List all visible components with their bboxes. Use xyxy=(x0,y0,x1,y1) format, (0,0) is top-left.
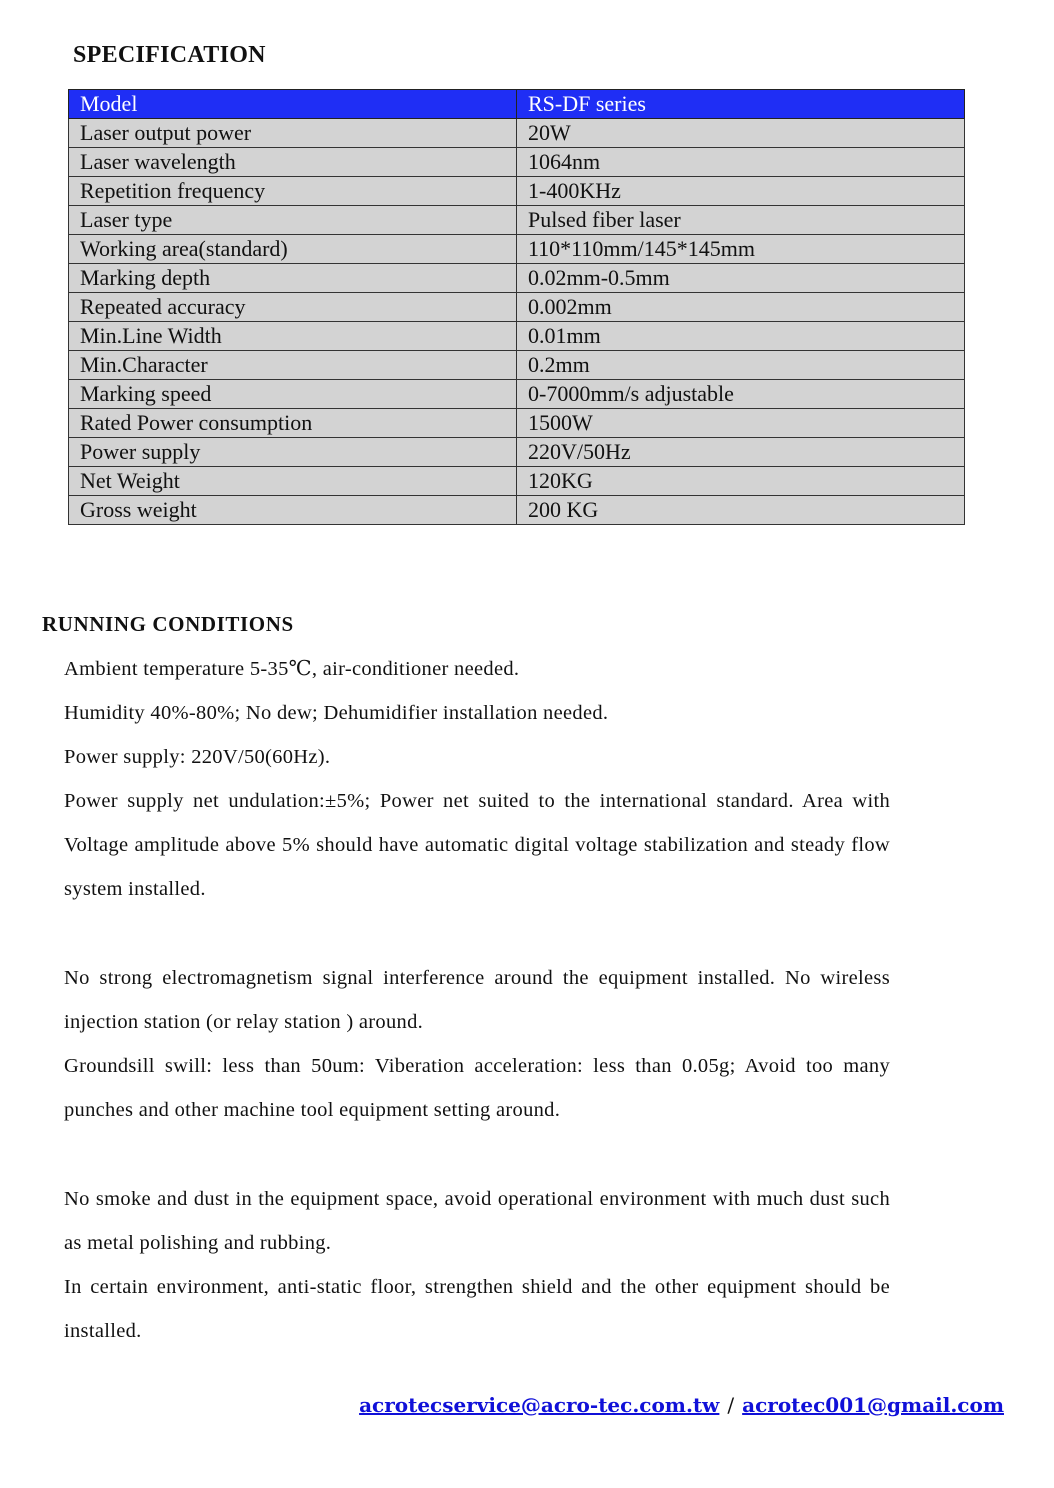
spec-label: Laser output power xyxy=(69,119,517,148)
contact-line xyxy=(359,1393,1004,1417)
running-paragraph: In certain environment, anti-static floor, strengthen shield and the other equipment should be installed. xyxy=(64,1276,890,1343)
spec-value: 0.002mm xyxy=(517,293,965,322)
spec-value: 110*110mm/145*145mm xyxy=(517,235,965,264)
spec-header-value: RS-DF series xyxy=(517,90,965,119)
spec-value: 220V/50Hz xyxy=(517,438,965,467)
spec-title: SPECIFICATION xyxy=(73,42,266,68)
contact-separator: / xyxy=(727,1393,735,1417)
spec-table xyxy=(68,89,965,525)
spec-value: 0.2mm xyxy=(517,351,965,380)
spec-value: 200 KG xyxy=(517,496,965,525)
spec-label: Net Weight xyxy=(69,467,517,496)
spec-value: 0-7000mm/s adjustable xyxy=(517,380,965,409)
spec-label: Rated Power consumption xyxy=(69,409,517,438)
spec-label: Marking speed xyxy=(69,380,517,409)
spec-label: Power supply xyxy=(69,438,517,467)
spec-label: Laser wavelength xyxy=(69,148,517,177)
running-conditions-title: RUNNING CONDITIONS xyxy=(42,612,294,636)
spec-header-label: Model xyxy=(69,90,517,119)
table-row xyxy=(69,467,965,496)
table-row xyxy=(69,380,965,409)
running-paragraph: Power supply: 220V/50(60Hz). xyxy=(64,746,331,768)
spec-value: 1500W xyxy=(517,409,965,438)
table-row xyxy=(69,177,965,206)
spec-value: 120KG xyxy=(517,467,965,496)
spec-label: Laser type xyxy=(69,206,517,235)
running-paragraph: Ambient temperature 5-35℃, air-conditioner needed. xyxy=(64,658,520,680)
email-link-service[interactable]: acrotecservice@acro-tec.com.tw xyxy=(359,1393,720,1417)
spec-value: 0.01mm xyxy=(517,322,965,351)
spec-label: Marking depth xyxy=(69,264,517,293)
spec-table-header xyxy=(69,90,965,119)
running-paragraph: No strong electromagnetism signal interference around the equipment installed. No wireless injection station (or relay station ) around. xyxy=(64,967,890,1034)
running-paragraph: Groundsill swill: less than 50um: Viberation acceleration: less than 0.05g; Avoid too many punches and other machine tool equipment setting around. xyxy=(64,1055,890,1122)
spec-label: Repetition frequency xyxy=(69,177,517,206)
spec-value: 0.02mm-0.5mm xyxy=(517,264,965,293)
spec-label: Min.Character xyxy=(69,351,517,380)
spec-label: Min.Line Width xyxy=(69,322,517,351)
running-paragraph: Humidity 40%-80%; No dew; Dehumidifier installation needed. xyxy=(64,702,609,724)
running-paragraph: Power supply net undulation:±5%; Power net suited to the international standard. Area with Voltage amplitude above 5% should have automatic digital voltage stabilization and steady flow system installed. xyxy=(64,790,890,901)
table-row xyxy=(69,496,965,525)
spec-label: Working area(standard) xyxy=(69,235,517,264)
table-row xyxy=(69,293,965,322)
spec-value: Pulsed fiber laser xyxy=(517,206,965,235)
spec-label: Gross weight xyxy=(69,496,517,525)
spec-value: 1064nm xyxy=(517,148,965,177)
table-row xyxy=(69,264,965,293)
table-row xyxy=(69,438,965,467)
table-row xyxy=(69,119,965,148)
spec-value: 20W xyxy=(517,119,965,148)
table-row xyxy=(69,322,965,351)
table-row xyxy=(69,148,965,177)
table-row xyxy=(69,409,965,438)
table-row xyxy=(69,206,965,235)
running-paragraph: No smoke and dust in the equipment space, avoid operational environment with much dust such as metal polishing and rubbing. xyxy=(64,1188,890,1255)
spec-value: 1-400KHz xyxy=(517,177,965,206)
email-link-gmail[interactable]: acrotec001@gmail.com xyxy=(742,1393,1004,1417)
spec-label: Repeated accuracy xyxy=(69,293,517,322)
table-row xyxy=(69,351,965,380)
table-row xyxy=(69,235,965,264)
